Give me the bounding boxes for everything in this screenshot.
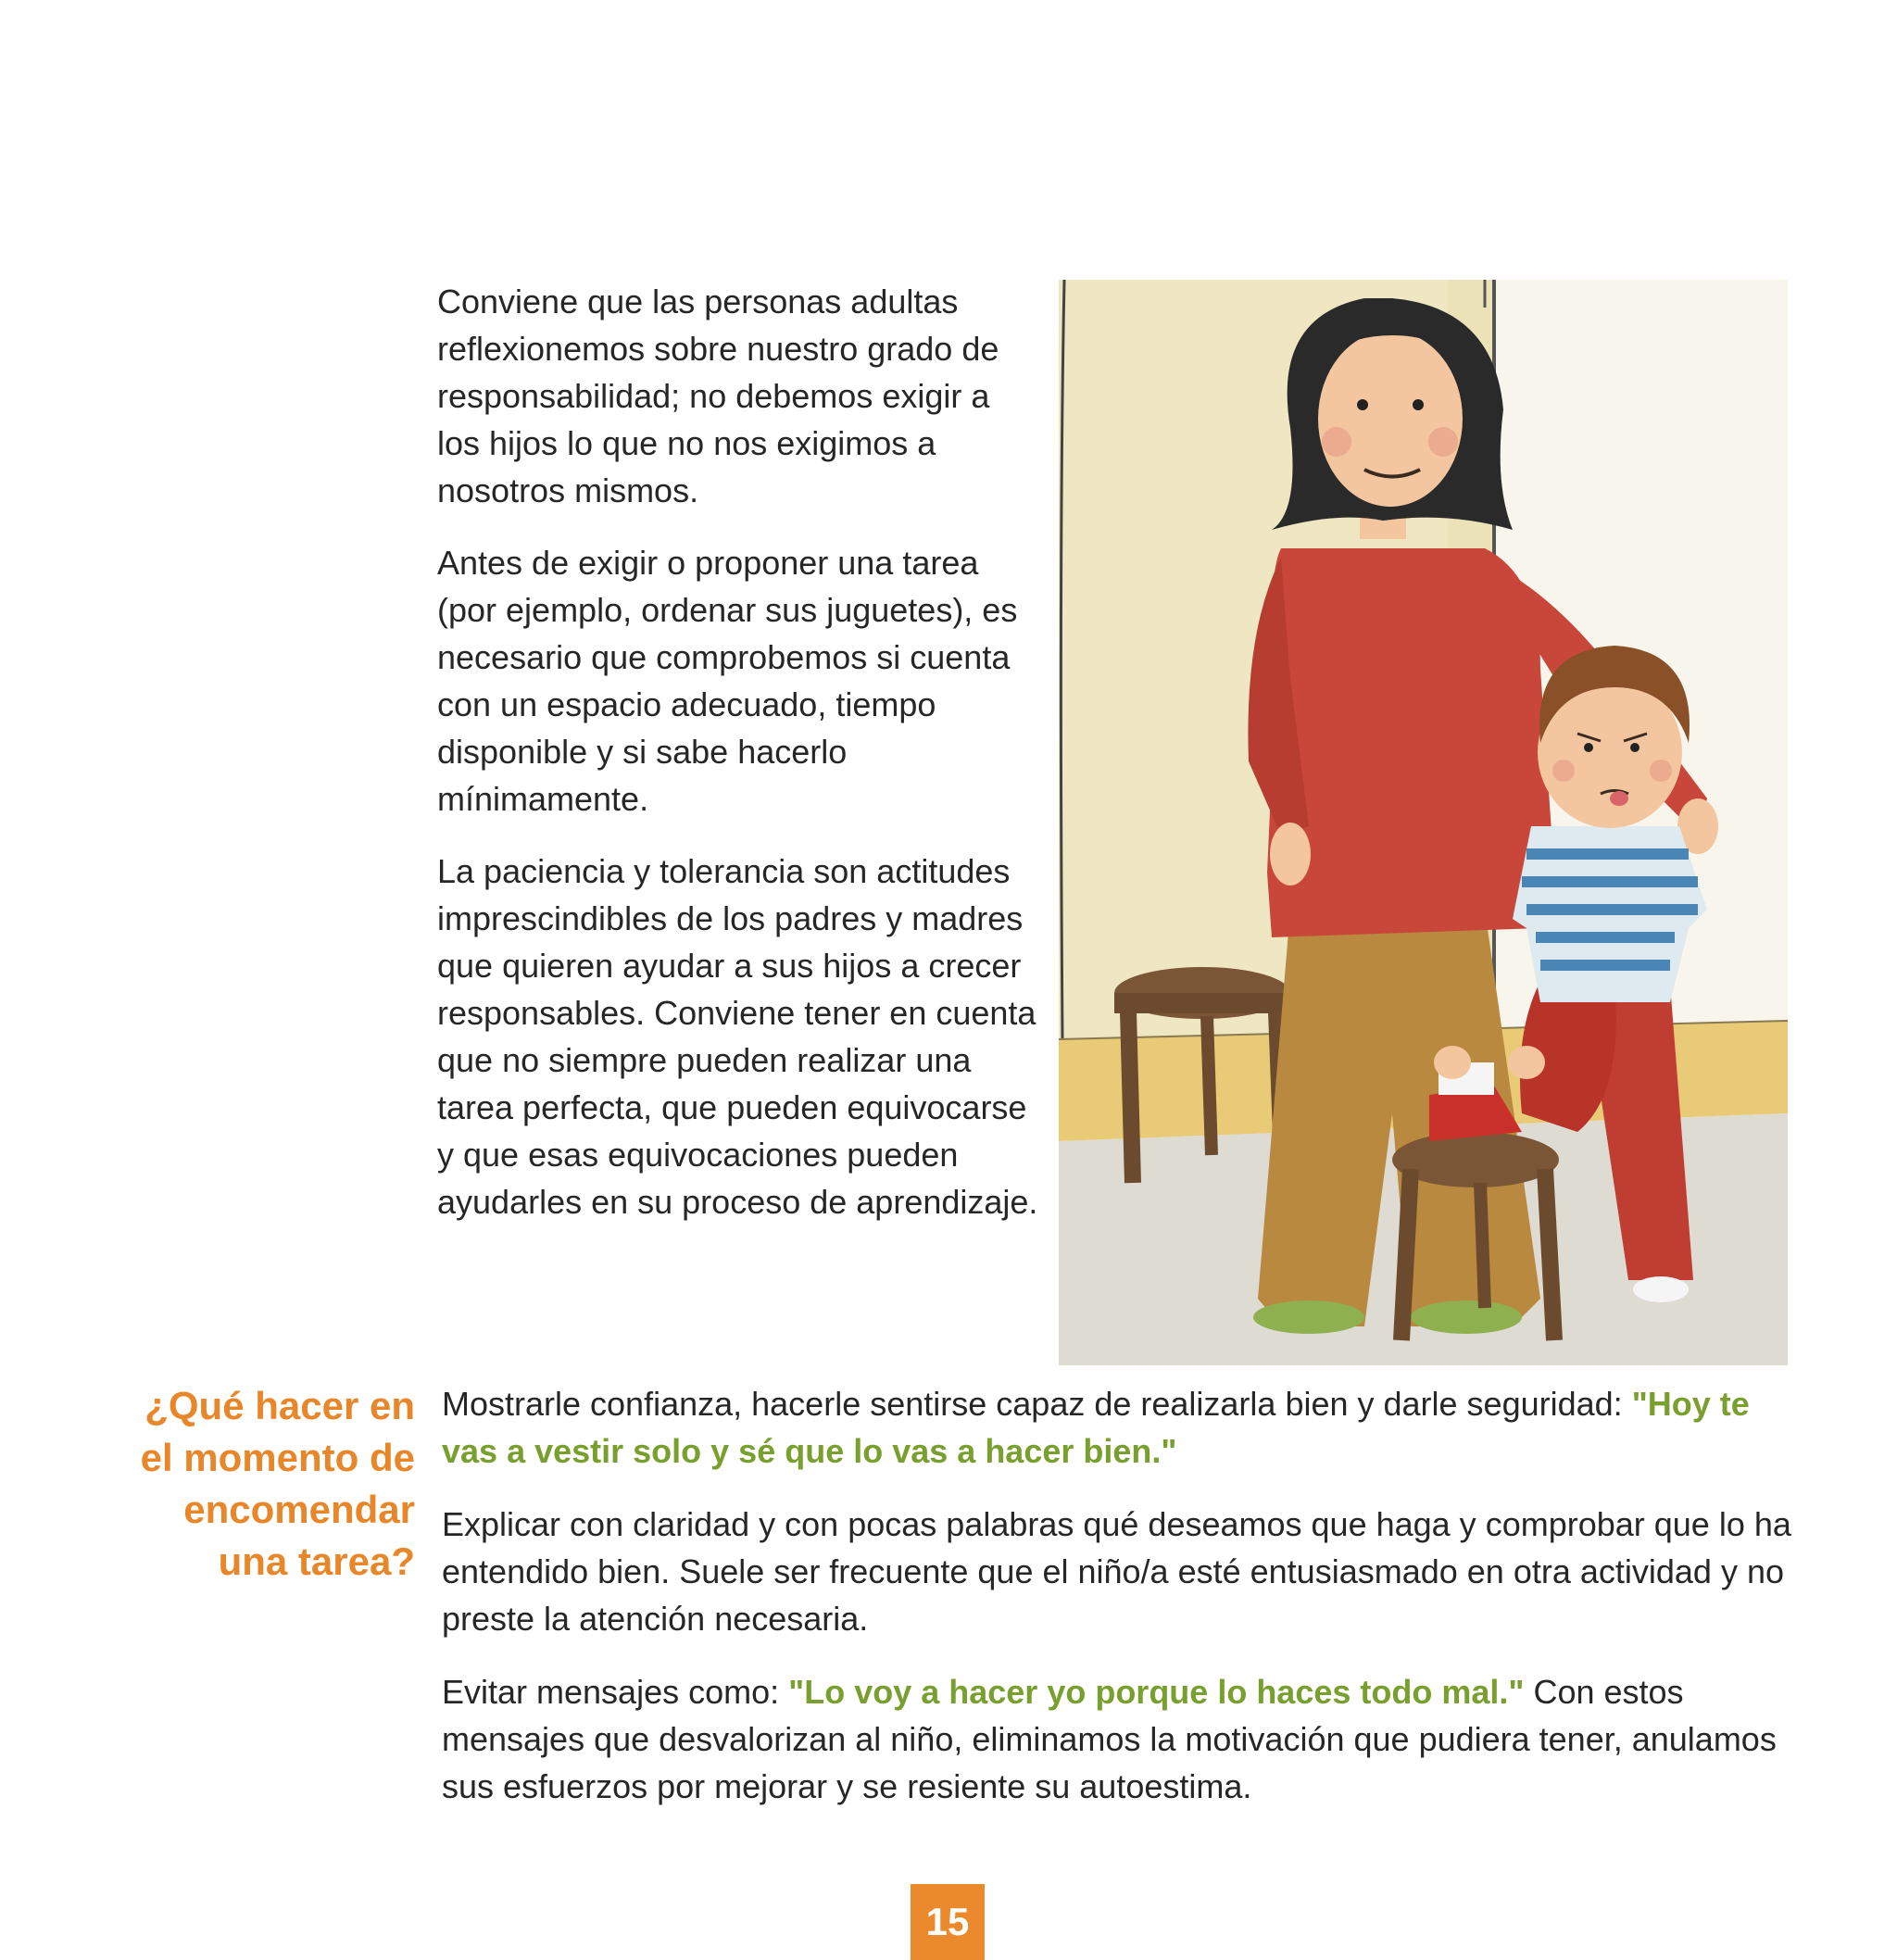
illustration-art xyxy=(1059,280,1788,1365)
section-heading-line-4: una tarea? xyxy=(218,1539,415,1583)
section-body xyxy=(442,1380,1794,1836)
section-paragraph-2: Explicar con claridad y con pocas palabras qué deseamos que haga y comprobar que lo ha entendido bien. Suele ser frecuente que el niño/a esté entusiasmado en otra actividad y no preste la atención necesaria. xyxy=(442,1505,1791,1638)
section-heading-line-2: el momento de xyxy=(140,1436,415,1479)
section-heading-line-1: ¿Qué hacer en xyxy=(144,1384,415,1427)
section-heading-line-3: encomendar xyxy=(183,1488,415,1531)
section-paragraph-3 xyxy=(442,1668,1794,1810)
section-heading xyxy=(120,1380,415,1588)
paragraph-1-text: Mostrarle confianza, hacerle sentirse capaz de realizarla bien y darle seguridad: xyxy=(442,1385,1632,1423)
intro-text xyxy=(437,278,1039,1250)
paragraph-3-quote: "Lo voy a hacer yo porque lo haces todo mal." xyxy=(788,1673,1525,1711)
paragraph-1-quote: "Hoy te vas a vestir solo y sé que lo vas a hacer bien." xyxy=(442,1385,1750,1470)
intro-paragraph-1: Conviene que las personas adultas reflexionemos sobre nuestro grado de responsabilidad; no debemos exigir a los hijos lo que no nos exigimos a nosotros mismos. xyxy=(437,283,999,509)
mother-child-illustration xyxy=(1059,280,1788,1365)
page-number: 15 xyxy=(911,1884,985,1960)
intro-paragraph-2: Antes de exigir o proponer una tarea (por ejemplo, ordenar sus juguetes), es necesario que comprobemos si cuenta con un espacio adecuado, tiempo disponible y si sabe hacerlo mínimamente. xyxy=(437,544,1018,818)
section-paragraph-1 xyxy=(442,1380,1794,1475)
paragraph-3-lead: Evitar mensajes como: xyxy=(442,1673,789,1711)
paragraph-3-text: Con estos mensajes que desvalorizan al niño, eliminamos la motivación que pudiera tener, anulamos sus esfuerzos por mejorar y se resiente su autoestima. xyxy=(442,1673,1777,1805)
intro-paragraph-3: La paciencia y tolerancia son actitudes imprescindibles de los padres y madres que quieren ayudar a sus hijos a crecer responsables. Conviene tener en cuenta que no siempre pueden realizar una tarea perfecta, que pueden equivocarse y que esas equivocaciones pueden ayudarles en su proceso de aprendizaje. xyxy=(437,852,1038,1221)
